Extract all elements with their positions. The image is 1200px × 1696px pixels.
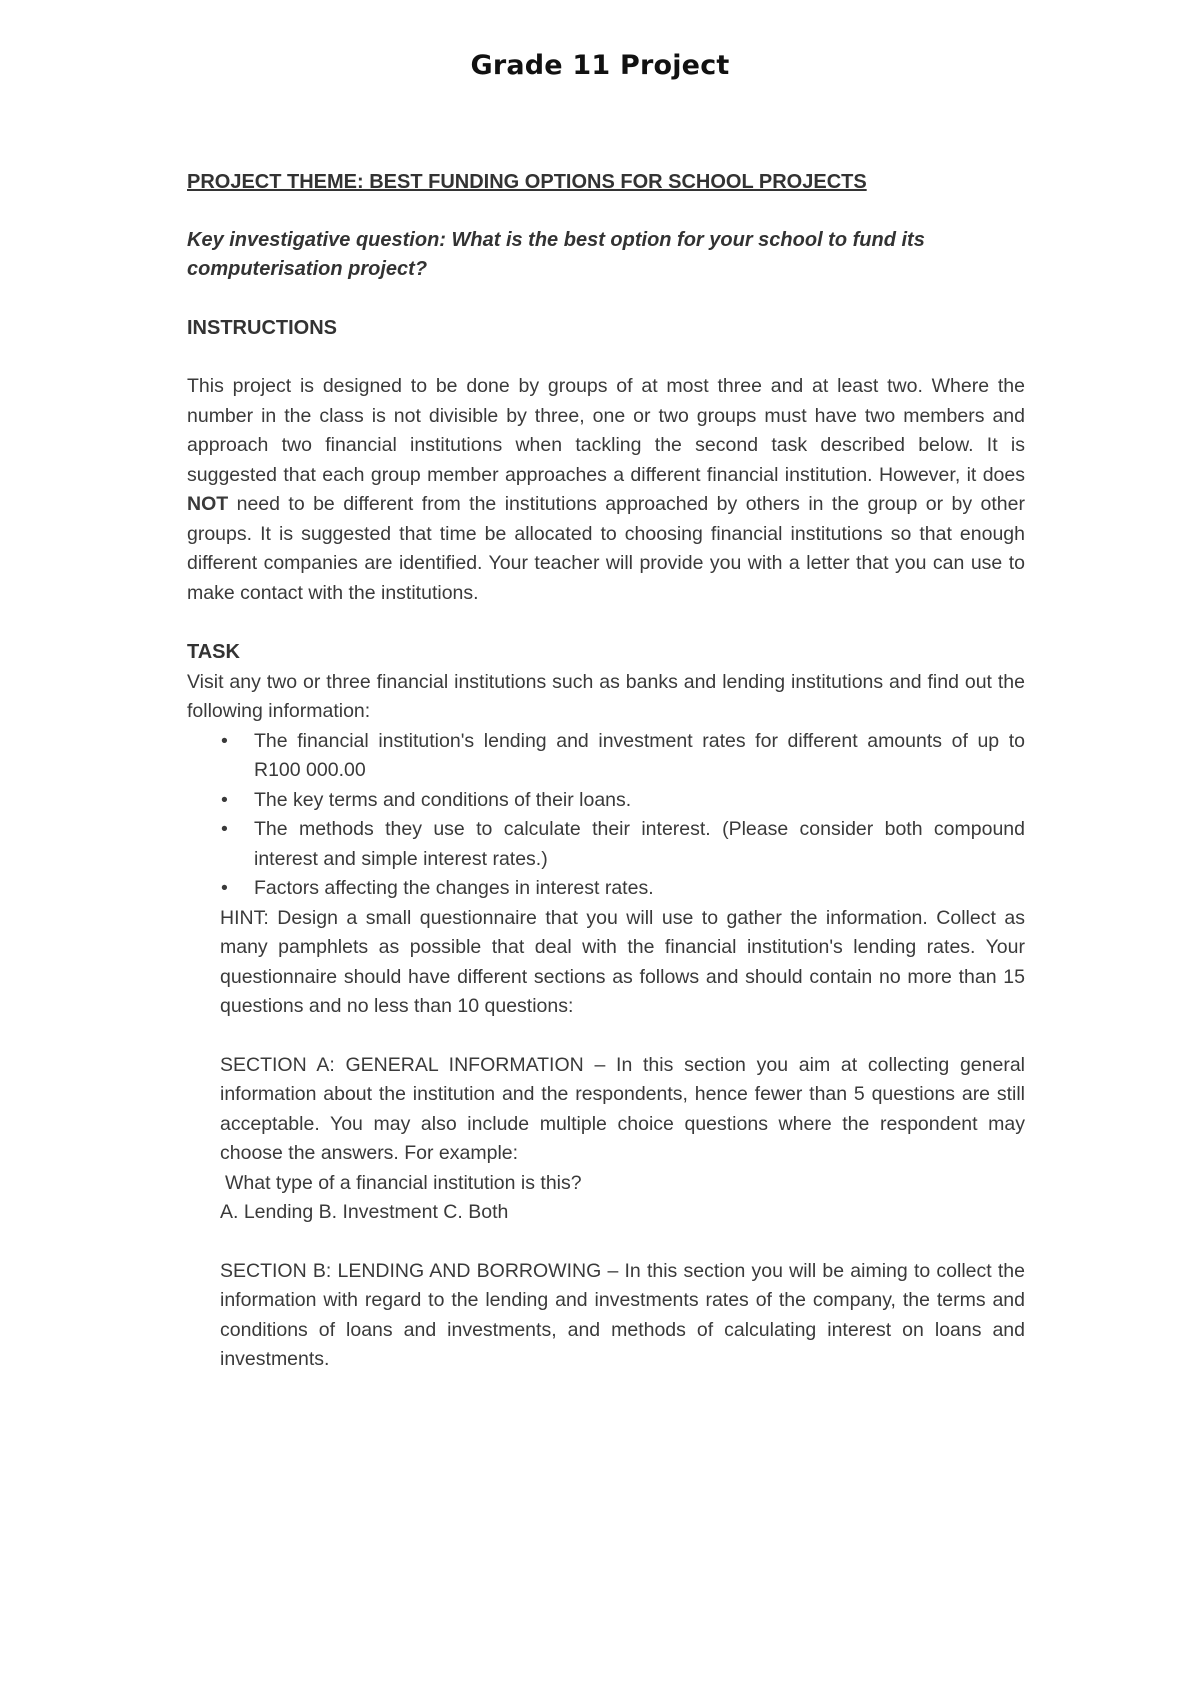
task-heading: TASK bbox=[187, 641, 240, 663]
instructions-not-emphasis: NOT bbox=[187, 493, 229, 515]
instructions-text-part-1: This project is designed to be done by groups of at most three and at least two. Where the number in the class is not divisible by three, one or two groups must have two members and approach two financial institutions when tackling the second task described below. It is suggested that each group member approaches a different financial institution. However, it does bbox=[187, 375, 1025, 486]
instructions-heading: INSTRUCTIONS bbox=[187, 316, 337, 339]
instructions-paragraph bbox=[187, 372, 1025, 608]
document-title: Grade 11 Project bbox=[470, 50, 730, 81]
section-b-block bbox=[187, 1257, 1025, 1375]
section-a-block bbox=[187, 1051, 1025, 1228]
key-investigative-question: Key investigative question: What is the best option for your school to fund its computerisation project? bbox=[187, 228, 925, 280]
example-options: A. Lending B. Investment C. Both bbox=[220, 1201, 509, 1223]
bullet-text: The financial institution's lending and investment rates for different amounts of up to R100 000.00 bbox=[254, 729, 1025, 781]
section-b-text: SECTION B: LENDING AND BORROWING – In this section you will be aiming to collect the information with regard to the lending and investments rates of the company, the terms and conditions of loans and investments, and methods of calculating interest on loans and investments. bbox=[220, 1259, 1025, 1370]
list-item bbox=[221, 786, 1025, 816]
bullet-icon: • bbox=[221, 877, 228, 899]
bullet-text: The methods they use to calculate their interest. (Please consider both compound interest and simple interest rates.) bbox=[254, 818, 1025, 870]
bullet-text: The key terms and conditions of their loans. bbox=[254, 788, 632, 811]
section-a-text: SECTION A: GENERAL INFORMATION – In this section you aim at collecting general information about the institution and the respondents, hence fewer than 5 questions are still acceptable. You may also include multiple choice questions where the respondent may choose the answers. For example: bbox=[220, 1053, 1025, 1164]
hint-paragraph: HINT: Design a small questionnaire that you will use to gather the information. Collect as many pamphlets as possible that deal with the financial institution's lending rates. Your questionnaire should have different sections as follows and should contain no more than 15 questions and no less than 10 questions: bbox=[220, 906, 1025, 1017]
list-item bbox=[221, 815, 1025, 874]
example-question: What type of a financial institution is this? bbox=[225, 1171, 582, 1194]
project-theme: PROJECT THEME: BEST FUNDING OPTIONS FOR SCHOOL PROJECTS bbox=[187, 171, 867, 193]
task-intro: Visit any two or three financial institutions such as banks and lending institutions and find out the following information: bbox=[187, 670, 1025, 722]
document-body bbox=[187, 168, 1025, 1375]
list-item bbox=[221, 727, 1025, 786]
bullet-text: Factors affecting the changes in interest rates. bbox=[254, 877, 654, 899]
task-bullet-list bbox=[187, 727, 1025, 904]
bullet-icon: • bbox=[221, 788, 228, 811]
list-item bbox=[221, 874, 1025, 904]
instructions-text-part-2: need to be different from the institutions approached by others in the group or by other groups. It is suggested that time be allocated to choosing financial institutions so that enough different companies are identified. Your teacher will provide you with a letter that you can use to make contact with the institutions. bbox=[187, 493, 1025, 604]
bullet-icon: • bbox=[221, 818, 228, 840]
bullet-icon: • bbox=[221, 729, 228, 752]
